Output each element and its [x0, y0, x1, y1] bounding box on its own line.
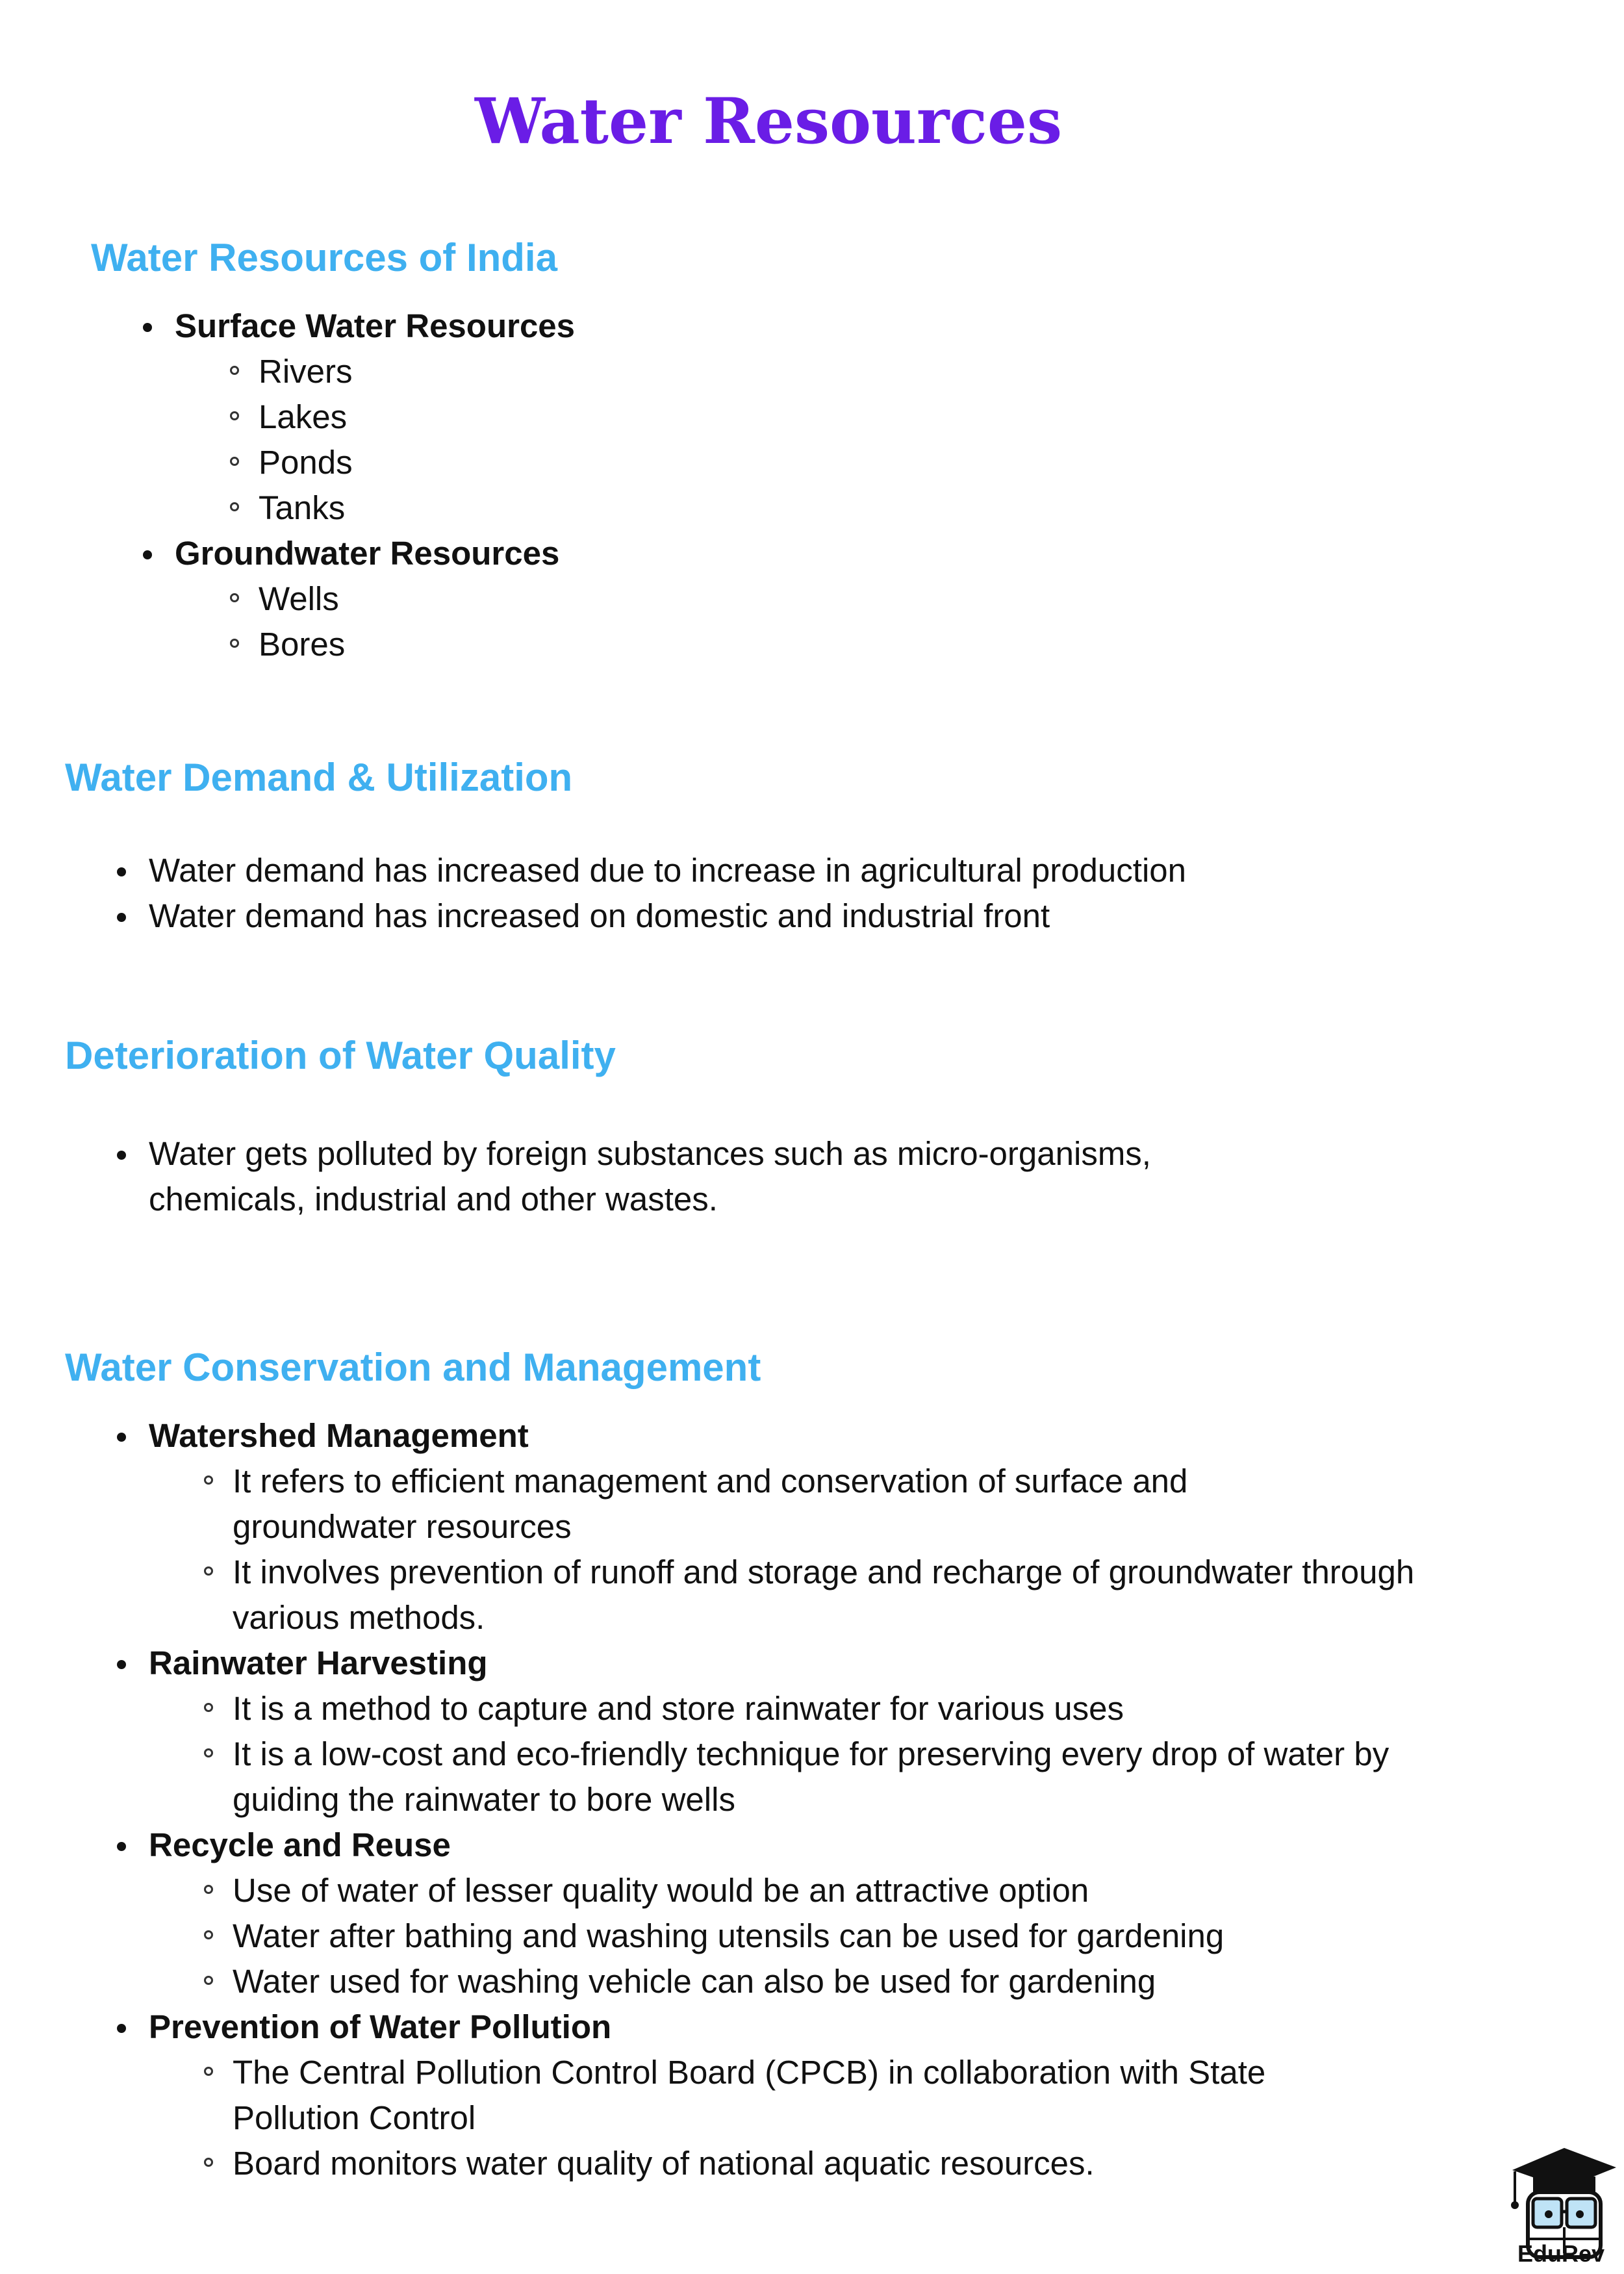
sub-list — [230, 349, 575, 531]
sub-list-item — [230, 349, 575, 394]
section-water-demand — [65, 755, 1186, 939]
sub-item-text: It refers to efficient management and conservation of surface and groundwater resources — [233, 1463, 1188, 1545]
sub-list-item — [204, 1459, 1438, 1550]
sub-list-item — [230, 440, 575, 485]
sub-item-text: Board monitors water quality of national aquatic resources. — [233, 2145, 1095, 2182]
bullet-list — [117, 1413, 1494, 2186]
list-item-text: Water gets polluted by foreign substances such as micro-organisms, chemicals, industrial and other wastes. — [149, 1135, 1151, 1218]
list-item-text: Water demand has increased on domestic and industrial front — [149, 897, 1050, 934]
sub-list-item — [204, 1959, 1494, 2004]
bullet-list — [117, 1131, 1156, 1222]
sub-list — [204, 1868, 1494, 2004]
section-heading: Water Resources of India — [91, 236, 557, 279]
sub-item-text: Use of water of lesser quality would be an attractive option — [233, 1872, 1089, 1909]
sub-list-item — [204, 1913, 1494, 1959]
sub-item-text: Rivers — [259, 353, 353, 390]
list-item — [143, 531, 575, 667]
bullet-list — [143, 303, 575, 667]
section-heading: Water Conservation and Management — [65, 1346, 761, 1389]
section-heading: Water Demand & Utilization — [65, 756, 573, 799]
sub-list-item — [204, 1731, 1494, 1822]
logo-wordmark: EduRev — [1517, 2240, 1605, 2267]
list-item — [117, 848, 1186, 893]
section-water-conservation — [65, 1345, 1494, 2186]
sub-item-text: It is a low-cost and eco-friendly technique for preserving every drop of water by guiding the rainwater to bore wells — [233, 1735, 1389, 1818]
list-item-label: Watershed Management — [149, 1417, 529, 1454]
sub-item-text: It is a method to capture and store rainwater for various uses — [233, 1690, 1124, 1727]
sub-item-text: Lakes — [259, 398, 348, 435]
sub-item-text: Wells — [259, 580, 339, 617]
page-title: Water Resources — [475, 84, 1062, 158]
sub-item-text: Bores — [259, 626, 346, 663]
list-item-label: Recycle and Reuse — [149, 1826, 451, 1863]
sub-list-item — [204, 1868, 1494, 1913]
list-item-label: Rainwater Harvesting — [149, 1644, 488, 1681]
list-item-label: Prevention of Water Pollution — [149, 2008, 612, 2045]
list-item-label: Surface Water Resources — [175, 307, 576, 344]
list-item-text: Water demand has increased due to increase in agricultural production — [149, 852, 1187, 889]
sub-list-item — [204, 2141, 1494, 2186]
sub-item-text: It involves prevention of runoff and storage and recharge of groundwater through various methods. — [233, 1553, 1415, 1636]
sub-item-text: Water after bathing and washing utensils can be used for gardening — [233, 1917, 1224, 1954]
sub-list — [204, 1686, 1494, 1822]
sub-list-item — [204, 2050, 1494, 2141]
sub-list-item — [204, 1550, 1438, 1641]
section-water-quality — [65, 1033, 1156, 1222]
sub-list — [204, 2050, 1494, 2186]
sub-list-item — [230, 394, 575, 440]
section-heading: Deterioration of Water Quality — [65, 1034, 616, 1077]
sub-item-text: Ponds — [259, 444, 353, 481]
sub-list-item — [204, 1686, 1494, 1731]
sub-list-item — [230, 576, 575, 622]
list-item — [117, 1641, 1494, 1822]
list-item — [117, 1413, 1494, 1641]
list-item — [117, 1822, 1494, 2004]
sub-list-item — [230, 622, 575, 667]
bullet-list — [117, 848, 1186, 939]
sub-item-text: Tanks — [259, 489, 346, 526]
sub-item-text: Water used for washing vehicle can also be used for gardening — [233, 1963, 1156, 2000]
section-water-resources-of-india — [91, 235, 575, 667]
list-item-label: Groundwater Resources — [175, 535, 560, 572]
sub-list — [230, 576, 575, 667]
list-item — [117, 893, 1186, 939]
sub-item-text: The Central Pollution Control Board (CPCB) in collaboration with State Pollution Control — [233, 2054, 1266, 2136]
list-item — [117, 1131, 1156, 1222]
sub-list-item — [230, 485, 575, 531]
sub-list — [204, 1459, 1438, 1641]
list-item — [143, 303, 575, 531]
list-item — [117, 2004, 1494, 2186]
